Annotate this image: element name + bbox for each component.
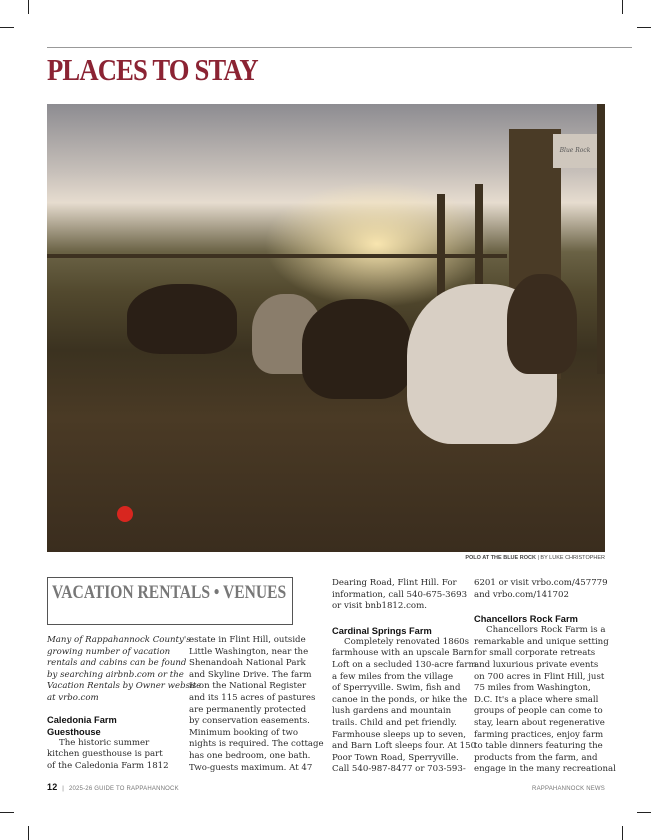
footer-left (47, 782, 179, 792)
text-line: farming practices, enjoy farm (474, 729, 604, 740)
column-3 (332, 578, 477, 776)
text-line: Loft on a secluded 130-acre farm (332, 659, 477, 670)
text-line: trails. Child and pet friendly. (332, 717, 457, 728)
text-line: products from the farm, and (474, 752, 598, 763)
text-line: has one bedroom, one bath. (189, 750, 311, 761)
text-line: groups of people can come to (474, 706, 603, 717)
listing-title-chancellors-rock: Chancellors Rock Farm (474, 614, 578, 625)
text-line: engage in the many recreational (474, 764, 616, 775)
listing-title-caledonia: Caledonia Farm Guesthouse (47, 714, 117, 737)
text-line: farmhouse with an upscale Barn (332, 648, 474, 659)
text-line: or visit bnb1812.com. (332, 601, 427, 612)
text-line: Farmhouse sleeps up to seven, (332, 729, 467, 740)
column-2 (189, 635, 324, 774)
polo-ball (117, 506, 133, 522)
publication-name: RAPPAHANNOCK NEWS (532, 786, 605, 792)
text-line: stay, learn about regenerative (474, 717, 605, 728)
text-line: Completely renovated 1860s (344, 636, 470, 647)
listing-text (332, 578, 467, 613)
text-line: nights is required. The cottage (189, 739, 324, 750)
text-line: Chancellors Rock Farm is a (486, 625, 606, 636)
intro-line: rentals and cabins can be found (47, 658, 187, 669)
text-line: estate in Flint Hill, outside (189, 635, 306, 645)
page-number: 12 (47, 782, 58, 792)
text-line: to table dinners featuring the (474, 741, 603, 752)
intro-line: Many of Rappahannock County's (47, 635, 191, 645)
text-line: of Sperryville. Swim, fish and (332, 683, 461, 694)
text-line: information, call 540-675-3693 (332, 589, 468, 600)
text-line: Call 540-987-8477 or 703-593- (332, 764, 466, 775)
text-line: lush gardens and mountain (332, 706, 452, 717)
section-heading-box (47, 577, 293, 625)
header-rule (47, 47, 632, 48)
text-line: and Skyline Drive. The farm (189, 669, 312, 680)
text-line: for small corporate retreats (474, 648, 596, 659)
text-line: and its 115 acres of pastures (189, 692, 316, 703)
listing-title-cardinal-springs: Cardinal Springs Farm (332, 625, 432, 636)
text-line: and luxurious private events (474, 659, 599, 670)
text-line: kitchen guesthouse is part (47, 749, 163, 760)
page-title: PLACES TO STAY (47, 52, 258, 87)
column-1 (47, 635, 202, 772)
listing-text (474, 578, 609, 601)
text-line: 6201 or visit vrbo.com/457779 (474, 578, 608, 588)
text-line: on 700 acres in Flint Hill, just (474, 671, 605, 682)
text-line: of the Caledonia Farm 1812 (47, 760, 169, 771)
section-heading: VACATION RENTALS • VENUES (52, 582, 287, 603)
text-line: is on the National Register (189, 681, 307, 692)
blue-rock-sign: Blue Rock (553, 134, 597, 168)
text-line: The historic summer (59, 737, 150, 748)
text-line: 75 miles from Washington, (474, 683, 591, 694)
text-line: Two-guests maximum. At 47 (189, 762, 313, 773)
photo-caption: POLO AT THE BLUE ROCK | BY LUKE CHRISTOPHER (465, 555, 605, 561)
intro-line: growing number of vacation (47, 646, 171, 657)
text-line: and vrbo.com/141702 (474, 589, 569, 600)
intro-line: Vacation Rentals by Owner website (47, 681, 202, 692)
text-line: a few miles from the village (332, 671, 454, 682)
text-line: Shenandoah National Park (189, 658, 306, 669)
footer-separator: | (62, 786, 65, 792)
text-line: and Barn Loft sleeps four. At 150 (332, 741, 477, 752)
text-line: remarkable and unique setting (474, 636, 609, 647)
polo-photo (47, 104, 605, 552)
text-line: by conservation easements. (189, 716, 310, 727)
text-line: Dearing Road, Flint Hill. For (332, 578, 457, 588)
text-line: Little Washington, near the (189, 646, 309, 657)
text-line: D.C. It's a place where small (474, 694, 599, 705)
column-4 (474, 578, 616, 776)
text-line: Poor Town Road, Sperryville. (332, 752, 459, 763)
text-line: are permanently protected (189, 704, 307, 715)
guide-title: 2025-26 GUIDE TO RAPPAHANNOCK (68, 786, 179, 792)
listing-text (189, 635, 324, 774)
text-line: Minimum booking of two (189, 727, 299, 738)
listing-text (47, 738, 187, 773)
listing-text (474, 625, 616, 776)
intro-text (47, 635, 202, 705)
intro-line: by searching airbnb.com or the (47, 669, 184, 680)
listing-text (332, 636, 477, 776)
text-line: canoe in the ponds, or hike the (332, 694, 468, 705)
intro-line: at vrbo.com (47, 692, 99, 703)
